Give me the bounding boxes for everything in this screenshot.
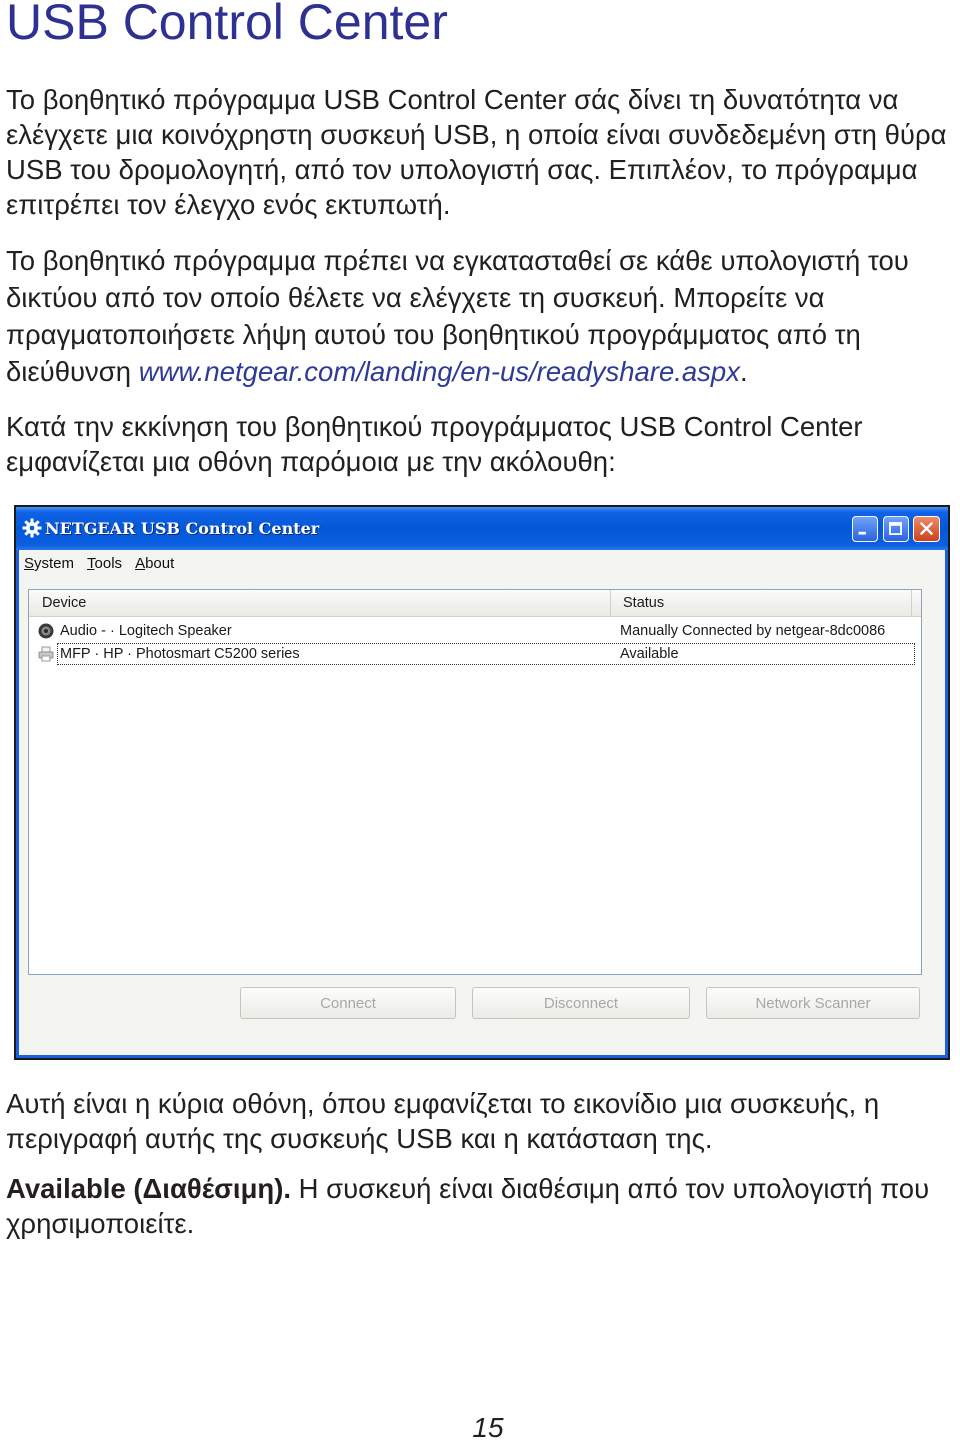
menu-about[interactable]: About	[135, 555, 175, 572]
menu-tools[interactable]: Tools	[87, 555, 123, 572]
page-number: 15	[472, 1412, 504, 1443]
gear-icon	[22, 518, 42, 538]
speaker-icon	[38, 623, 54, 639]
maximize-icon	[884, 517, 908, 541]
connect-button[interactable]: Connect	[240, 987, 456, 1019]
available-description: Η συσκευή είναι διαθέσιμη από τον υπολογιστή που χρησιμοποιείτε.	[6, 1173, 930, 1239]
close-button[interactable]	[913, 516, 940, 542]
usb-control-center-window	[14, 505, 950, 1060]
install-text-end: .	[739, 356, 748, 387]
printer-icon	[38, 646, 54, 662]
manual-page	[6, 0, 958, 1241]
device-row-printer[interactable]	[29, 643, 921, 665]
window-title-bar[interactable]	[16, 507, 948, 550]
device-name: Audio - · Logitech Speaker	[60, 623, 232, 639]
window-title: NETGEAR USB Control Center	[45, 519, 320, 538]
install-text: Το βοηθητικό πρόγραμμα πρέπει να εγκατασταθεί σε κάθε υπολογιστή του δικτύου από τον οποίο θέλετε να ελέγχετε τη συσκευή. Μπορείτε να πραγματοποιήσετε λήψη αυτού του βοηθητικού προγράμματος από τη διεύθυνση	[6, 245, 909, 387]
device-row-audio[interactable]	[29, 620, 921, 642]
device-name: MFP · HP · Photosmart C5200 series	[60, 646, 300, 662]
close-icon	[914, 517, 939, 541]
available-paragraph	[6, 1171, 958, 1241]
menu-system[interactable]: System	[24, 555, 75, 572]
page-title: USB Control Center	[6, 0, 448, 50]
disconnect-button[interactable]: Disconnect	[472, 987, 690, 1019]
device-list[interactable]	[28, 589, 922, 975]
install-paragraph	[6, 242, 958, 390]
minimize-button[interactable]	[852, 516, 878, 542]
device-status: Available	[620, 646, 679, 662]
available-term: Available (Διαθέσιμη).	[6, 1173, 291, 1204]
network-scanner-button[interactable]: Network Scanner	[706, 987, 920, 1019]
main-screen-paragraph: Αυτή είναι η κύρια οθόνη, όπου εμφανίζεται το εικονίδιο μια συσκευής, η περιγραφή αυτής της συσκευής USB και η κατάσταση της.	[6, 1088, 880, 1154]
intro-paragraph: Το βοηθητικό πρόγραμμα USB Control Center σάς δίνει τη δυνατότητα να ελέγχετε μια κοινόχρηστη συσκευή USB, η οποία είναι συνδεδεμένη στη θύρα USB του δρομολογητή, από τον υπολογιστή σας. Επιπλέον, το πρόγραμμα επιτρέπει τον έλεγχο ενός εκτυπωτή.	[6, 84, 947, 220]
column-header-status[interactable]: Status	[612, 590, 912, 616]
launch-paragraph: Κατά την εκκίνηση του βοηθητικού προγράμματος USB Control Center εμφανίζεται μια οθόνη παρόμοια με την ακόλουθη:	[6, 411, 863, 477]
window-client-area	[19, 550, 945, 1055]
minimize-icon	[853, 517, 877, 541]
download-link[interactable]: www.netgear.com/landing/en-us/readyshare.aspx	[138, 356, 740, 387]
list-header	[29, 590, 921, 617]
column-header-device[interactable]: Device	[29, 590, 611, 616]
device-status: Manually Connected by netgear-8dc0086	[620, 623, 886, 639]
menu-bar	[19, 550, 945, 577]
maximize-button[interactable]	[883, 516, 909, 542]
